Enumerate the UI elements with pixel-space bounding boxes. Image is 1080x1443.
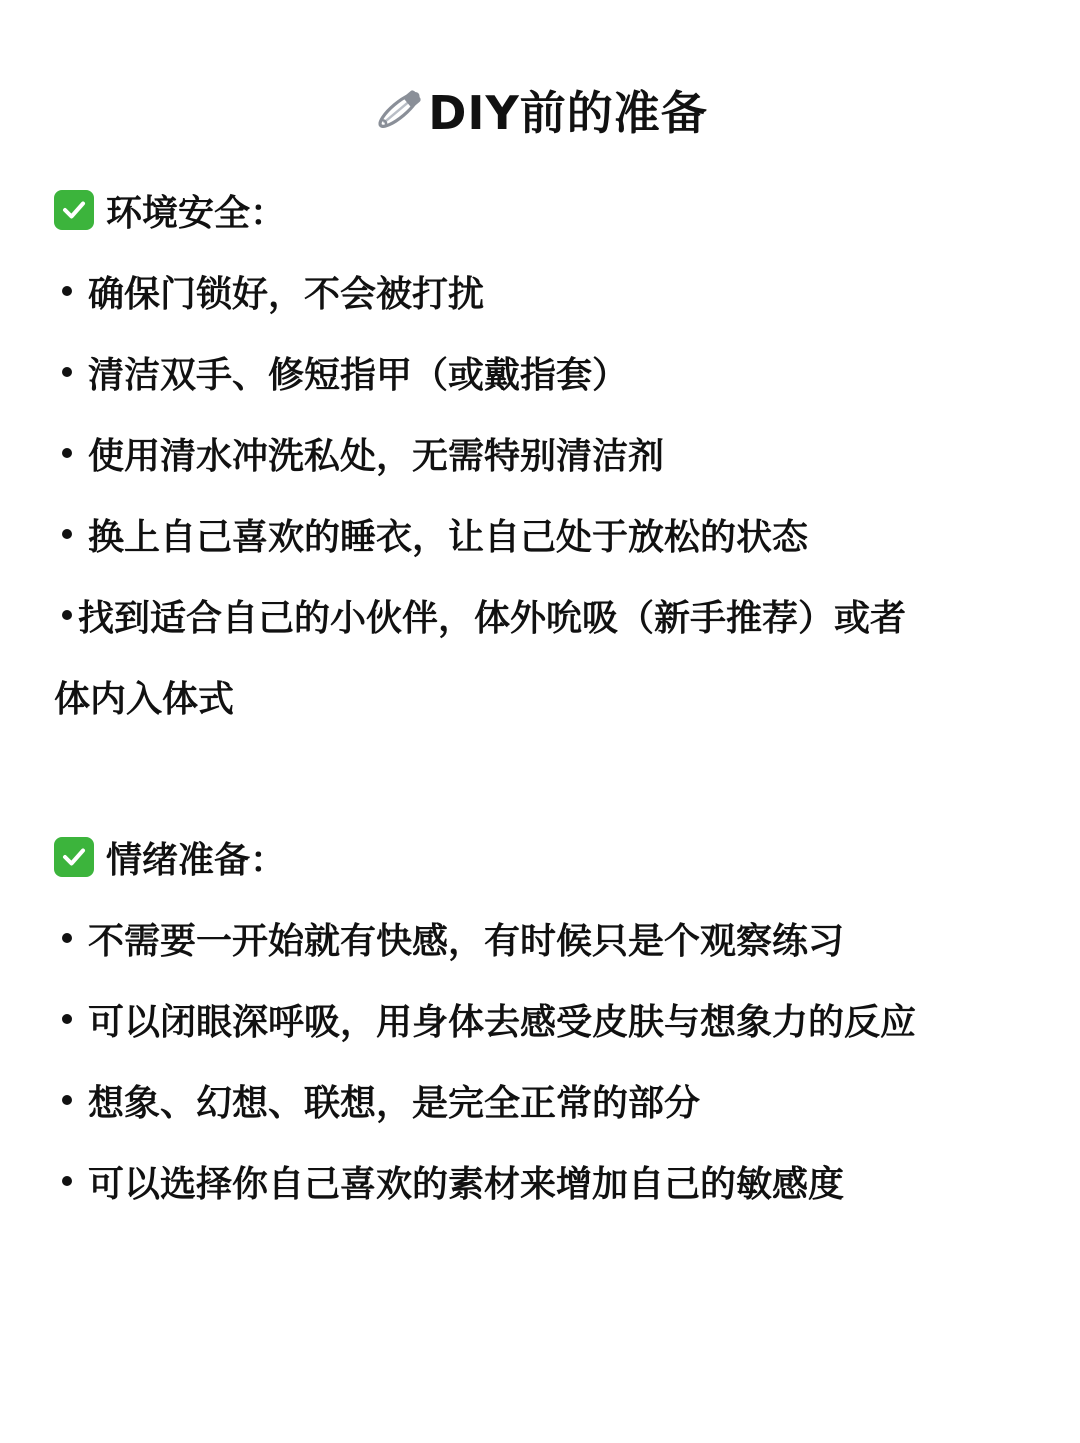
list-item-continuation-text: 体内入体式 <box>54 678 235 720</box>
list-item-text: 使用清水冲洗私处，无需特别清洁剂 <box>88 435 665 477</box>
list-item <box>62 508 808 560</box>
list-item <box>62 993 916 1045</box>
page-title-text: DIY前的准备 <box>428 86 708 140</box>
list-item <box>62 346 628 398</box>
list-item-text: 清洁双手、修短指甲（或戴指套） <box>88 354 629 396</box>
section-heading-label: 环境安全： <box>106 192 287 234</box>
check-mark-icon <box>54 837 94 877</box>
list-item <box>62 1155 844 1207</box>
bullet-icon <box>62 1095 72 1105</box>
list-item <box>62 1074 700 1126</box>
section-heading-label: 情绪准备： <box>106 839 287 881</box>
page-title <box>0 78 1080 142</box>
bullet-icon <box>62 1176 72 1186</box>
bullet-icon <box>62 448 72 458</box>
bullet-icon <box>62 933 72 943</box>
list-item-text: 可以闭眼深呼吸，用身体去感受皮肤与想象力的反应 <box>88 1001 917 1043</box>
list-item-text: 不需要一开始就有快感，有时候只是个观察练习 <box>88 920 845 962</box>
bullet-icon <box>62 367 72 377</box>
bullet-icon <box>62 1014 72 1024</box>
check-mark-icon <box>54 190 94 230</box>
list-item-text: 找到适合自己的小伙伴，体外吮吸（新手推荐）或者 <box>78 597 907 639</box>
list-item-text: 可以选择你自己喜欢的素材来增加自己的敏感度 <box>88 1163 845 1205</box>
safety-pin-icon <box>372 83 426 137</box>
list-item <box>62 265 484 317</box>
list-item-text: 换上自己喜欢的睡衣，让自己处于放松的状态 <box>88 516 809 558</box>
section-heading-emotion <box>54 831 286 883</box>
list-item <box>62 427 664 479</box>
list-item-text: 想象、幻想、联想，是完全正常的部分 <box>88 1082 701 1124</box>
list-item <box>62 589 906 641</box>
bullet-icon <box>62 610 72 620</box>
section-heading-environment <box>54 184 286 236</box>
bullet-icon <box>62 286 72 296</box>
list-item-text: 确保门锁好，不会被打扰 <box>88 273 485 315</box>
bullet-icon <box>62 529 72 539</box>
list-item <box>62 912 844 964</box>
list-item-continuation <box>54 670 234 722</box>
